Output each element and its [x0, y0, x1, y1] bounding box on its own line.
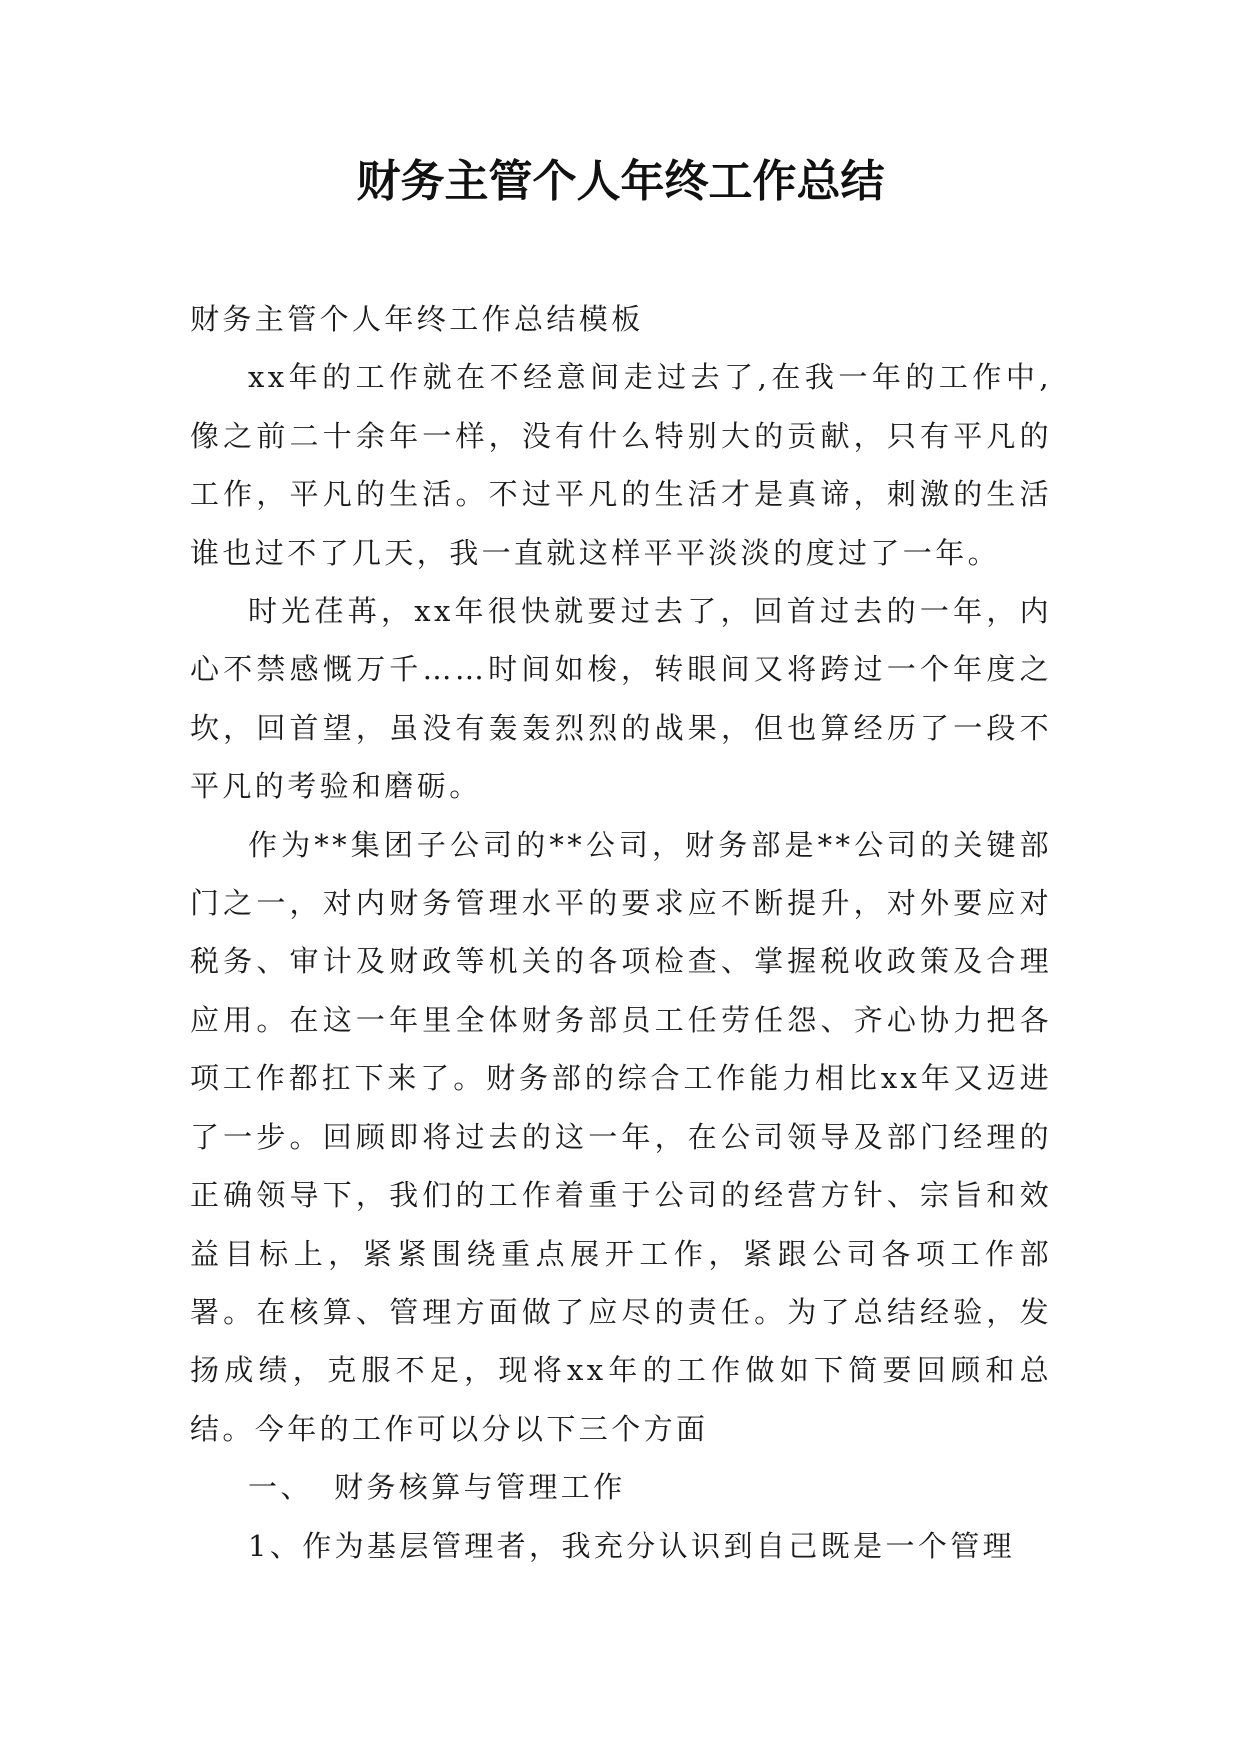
paragraph-partial: 1、作为基层管理者，我充分认识到自己既是一个管理 [248, 1528, 1016, 1563]
paragraph: xx年的工作就在不经意间走过去了,在我一年的工作中,像之前二十余年一样，没有什么特别大的贡献，只有平凡的工作，平凡的生活。不过平凡的生活才是真谛，刺激的生活谁也过不了几天，我一直就这样平平淡淡的度过了一年。 [190, 360, 1052, 570]
document-title: 财务主管个人年终工作总结 [356, 156, 885, 207]
document-subtitle: 财务主管个人年终工作总结模板 [190, 302, 644, 336]
section-heading [190, 1458, 1052, 1516]
section-number: 一、 [248, 1470, 313, 1505]
paragraph: 时光荏苒，xx年很快就要过去了，回首过去的一年，内心不禁感慨万千……时间如梭，转眼间又将跨过一个年度之坎，回首望，虽没有轰轰烈烈的战果，但也算经历了一段不平凡的考验和磨砺。 [190, 594, 1052, 804]
paragraph: 作为**集团子公司的**公司，财务部是**公司的关键部门之一，对内财务管理水平的要求应不断提升，对外要应对税务、审计及财政等机关的各项检查、掌握税收政策及合理应用。在这一年里全体财务部员工任劳任怨、齐心协力把各项工作都扛下来了。财务部的综合工作能力相比xx年又迈进了一步。回顾即将过去的这一年，在公司领导及部门经理的正确领导下，我们的工作着重于公司的经营方针、宗旨和效益目标上，紧紧围绕重点展开工作，紧跟公司各项工作部署。在核算、管理方面做了应尽的责任。为了总结经验，发扬成绩，克服不足，现将xx年的工作做如下简要回顾和总结。今年的工作可以分以下三个方面 [190, 827, 1052, 1446]
section-heading-text: 财务核算与管理工作 [334, 1470, 626, 1505]
document-body [190, 290, 1052, 1575]
